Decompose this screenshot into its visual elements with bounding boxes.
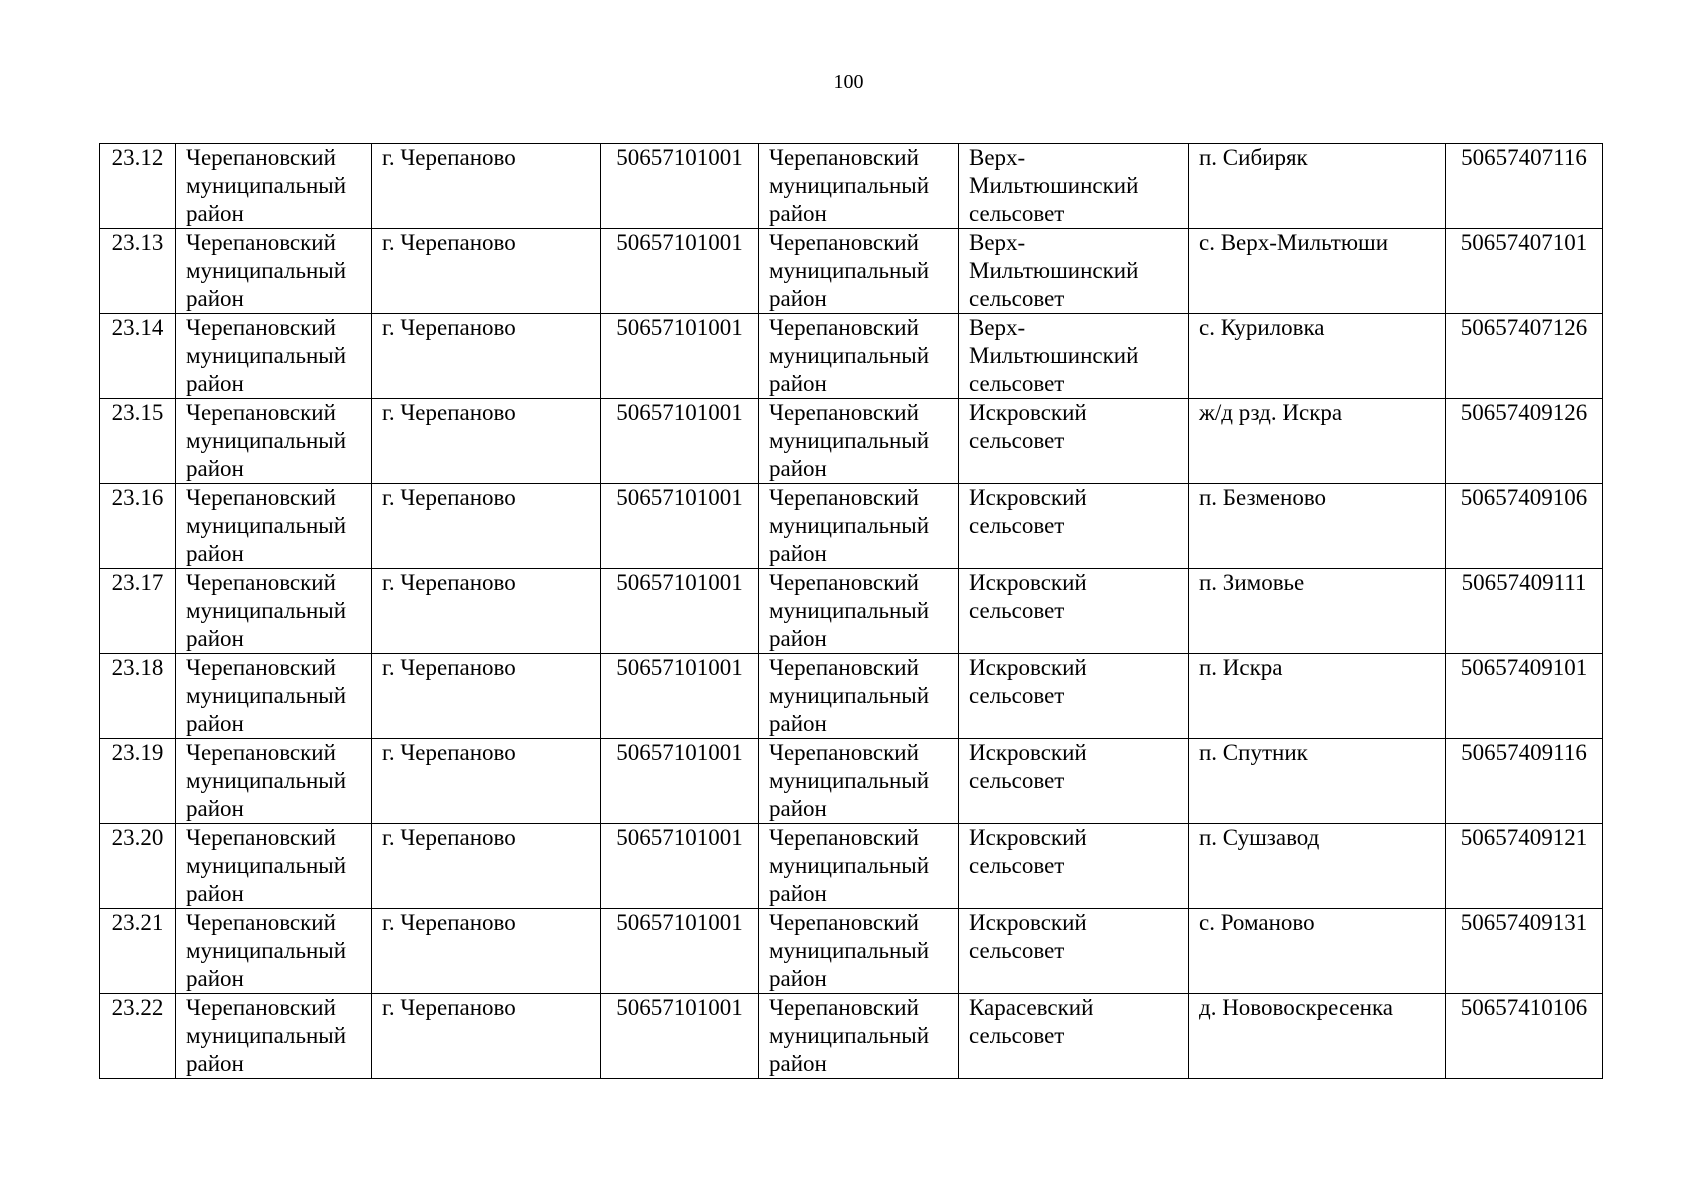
admin-center-cell: г. Черепаново [372, 824, 601, 909]
table-row [100, 229, 1603, 314]
settlement-council-cell: Искровский сельсовет [959, 909, 1189, 994]
locality-cell: п. Спутник [1189, 739, 1446, 824]
municipal-district-cell: Черепановский муниципальный район [176, 739, 372, 824]
settlement-council-cell: Искровский сельсовет [959, 399, 1189, 484]
locality-oktmo-cell: 50657409106 [1446, 484, 1603, 569]
municipal-district-cell: Черепановский муниципальный район [176, 824, 372, 909]
locality-oktmo-cell: 50657409101 [1446, 654, 1603, 739]
locality-oktmo-cell: 50657407126 [1446, 314, 1603, 399]
admin-center-cell: г. Черепаново [372, 654, 601, 739]
municipal-district-cell: Черепановский муниципальный район [176, 484, 372, 569]
locality-cell: п. Сибиряк [1189, 144, 1446, 229]
municipality-cell: Черепановский муниципальный район [759, 144, 959, 229]
settlement-council-cell: Искровский сельсовет [959, 654, 1189, 739]
admin-center-oktmo-cell: 50657101001 [601, 144, 759, 229]
municipal-district-cell: Черепановский муниципальный район [176, 229, 372, 314]
municipality-cell: Черепановский муниципальный район [759, 229, 959, 314]
locality-cell: с. Куриловка [1189, 314, 1446, 399]
table-body [100, 144, 1603, 1079]
admin-center-oktmo-cell: 50657101001 [601, 484, 759, 569]
admin-center-cell: г. Черепаново [372, 229, 601, 314]
admin-center-oktmo-cell: 50657101001 [601, 654, 759, 739]
settlement-council-cell: Верх- Мильтюшинский сельсовет [959, 314, 1189, 399]
settlements-table [99, 143, 1603, 1079]
locality-cell: ж/д рзд. Искра [1189, 399, 1446, 484]
settlement-council-cell: Искровский сельсовет [959, 569, 1189, 654]
settlement-council-cell: Искровский сельсовет [959, 824, 1189, 909]
row-number-cell: 23.14 [100, 314, 176, 399]
municipal-district-cell: Черепановский муниципальный район [176, 399, 372, 484]
admin-center-oktmo-cell: 50657101001 [601, 314, 759, 399]
row-number-cell: 23.22 [100, 994, 176, 1079]
municipal-district-cell: Черепановский муниципальный район [176, 909, 372, 994]
admin-center-oktmo-cell: 50657101001 [601, 399, 759, 484]
row-number-cell: 23.13 [100, 229, 176, 314]
municipal-district-cell: Черепановский муниципальный район [176, 569, 372, 654]
municipality-cell: Черепановский муниципальный район [759, 824, 959, 909]
table-row [100, 569, 1603, 654]
locality-cell: п. Искра [1189, 654, 1446, 739]
municipality-cell: Черепановский муниципальный район [759, 314, 959, 399]
admin-center-cell: г. Черепаново [372, 484, 601, 569]
municipal-district-cell: Черепановский муниципальный район [176, 144, 372, 229]
locality-cell: п. Сушзавод [1189, 824, 1446, 909]
municipality-cell: Черепановский муниципальный район [759, 399, 959, 484]
table-row [100, 909, 1603, 994]
locality-cell: с. Верх-Мильтюши [1189, 229, 1446, 314]
settlement-council-cell: Верх- Мильтюшинский сельсовет [959, 144, 1189, 229]
settlement-council-cell: Карасевский сельсовет [959, 994, 1189, 1079]
municipal-district-cell: Черепановский муниципальный район [176, 654, 372, 739]
municipal-district-cell: Черепановский муниципальный район [176, 314, 372, 399]
table-row [100, 994, 1603, 1079]
municipality-cell: Черепановский муниципальный район [759, 484, 959, 569]
locality-cell: п. Безменово [1189, 484, 1446, 569]
admin-center-oktmo-cell: 50657101001 [601, 569, 759, 654]
locality-oktmo-cell: 50657409116 [1446, 739, 1603, 824]
municipality-cell: Черепановский муниципальный район [759, 994, 959, 1079]
locality-oktmo-cell: 50657407116 [1446, 144, 1603, 229]
admin-center-cell: г. Черепаново [372, 994, 601, 1079]
municipal-district-cell: Черепановский муниципальный район [176, 994, 372, 1079]
row-number-cell: 23.20 [100, 824, 176, 909]
locality-oktmo-cell: 50657409111 [1446, 569, 1603, 654]
admin-center-cell: г. Черепаново [372, 144, 601, 229]
locality-oktmo-cell: 50657410106 [1446, 994, 1603, 1079]
admin-center-cell: г. Черепаново [372, 739, 601, 824]
admin-center-cell: г. Черепаново [372, 314, 601, 399]
row-number-cell: 23.16 [100, 484, 176, 569]
table-row [100, 654, 1603, 739]
row-number-cell: 23.19 [100, 739, 176, 824]
locality-cell: с. Романово [1189, 909, 1446, 994]
municipality-cell: Черепановский муниципальный район [759, 909, 959, 994]
table-row [100, 314, 1603, 399]
municipality-cell: Черепановский муниципальный район [759, 569, 959, 654]
row-number-cell: 23.15 [100, 399, 176, 484]
row-number-cell: 23.17 [100, 569, 176, 654]
admin-center-cell: г. Черепаново [372, 909, 601, 994]
row-number-cell: 23.18 [100, 654, 176, 739]
table-row [100, 144, 1603, 229]
table-row [100, 824, 1603, 909]
settlement-council-cell: Искровский сельсовет [959, 484, 1189, 569]
locality-oktmo-cell: 50657409121 [1446, 824, 1603, 909]
admin-center-cell: г. Черепаново [372, 569, 601, 654]
locality-oktmo-cell: 50657409126 [1446, 399, 1603, 484]
table-row [100, 484, 1603, 569]
table-row [100, 739, 1603, 824]
row-number-cell: 23.12 [100, 144, 176, 229]
settlement-council-cell: Искровский сельсовет [959, 739, 1189, 824]
table-row [100, 399, 1603, 484]
admin-center-oktmo-cell: 50657101001 [601, 229, 759, 314]
page-number: 100 [833, 71, 864, 93]
locality-cell: п. Зимовье [1189, 569, 1446, 654]
municipality-cell: Черепановский муниципальный район [759, 739, 959, 824]
admin-center-oktmo-cell: 50657101001 [601, 994, 759, 1079]
admin-center-oktmo-cell: 50657101001 [601, 909, 759, 994]
locality-cell: д. Нововоскресенка [1189, 994, 1446, 1079]
settlement-council-cell: Верх- Мильтюшинский сельсовет [959, 229, 1189, 314]
admin-center-oktmo-cell: 50657101001 [601, 739, 759, 824]
admin-center-cell: г. Черепаново [372, 399, 601, 484]
admin-center-oktmo-cell: 50657101001 [601, 824, 759, 909]
locality-oktmo-cell: 50657409131 [1446, 909, 1603, 994]
locality-oktmo-cell: 50657407101 [1446, 229, 1603, 314]
row-number-cell: 23.21 [100, 909, 176, 994]
municipality-cell: Черепановский муниципальный район [759, 654, 959, 739]
